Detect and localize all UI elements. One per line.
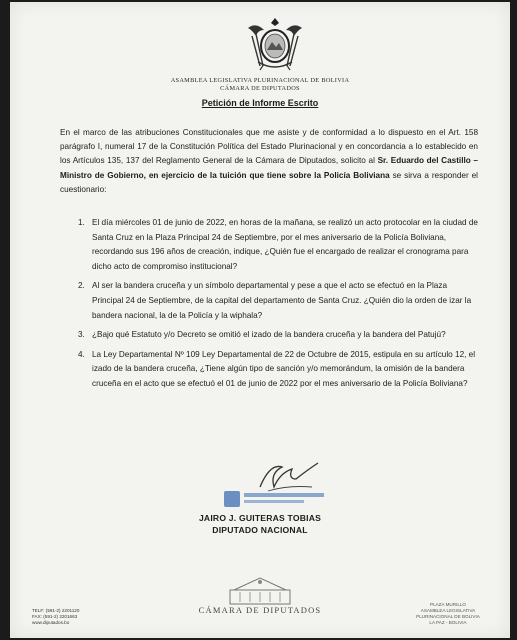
question-item [60, 279, 478, 323]
question-number: 2. [78, 281, 85, 291]
intro-addressee: Sr. Eduardo del Castillo – Ministro de Gobierno, en ejercicio de la tuición que tiene sobre la Policía Boliviana [60, 156, 478, 180]
fax-number: FAX: (591-2) 2201663 [32, 614, 78, 619]
question-item [60, 328, 478, 343]
question-list [60, 216, 478, 397]
question-text: La Ley Departamental Nº 109 Ley Departamental de 22 de Octubre de 2015, estipula en su artículo 12, el izado de la bandera cruceña, ¿Tiene algún tipo de sanción y/o memorándum, la omisión de la bandera cruceña en el acto que se efectuó el 01 de junio de 2022 por el mes aniversario de la Policía Boliviana? [92, 349, 476, 388]
website: www.diputados.bo [32, 620, 70, 625]
signer-name: JAIRO J. GUITERAS TOBIAS [198, 513, 322, 523]
question-number: 1. [78, 218, 85, 227]
footer-chamber-name: CÁMARA DE DIPUTADOS [198, 605, 322, 615]
address-line: PLURINACIONAL DE BOLIVIA [416, 614, 480, 619]
address-line: ASAMBLEA LEGISLATIVA [420, 608, 476, 613]
question-text: El día miércoles 01 de junio de 2022, en horas de la mañana, se realizó un acto protocolar en la ciudad de Santa Cruz en la Plaza Principal 24 de Septiembre, por el mes aniversario de la Policía Boliviana, recordando sus 196 años de creación, indique, ¿Quién fue el encargado de realizar el cronograma para dicho acto de compromiso institucional? [92, 218, 478, 271]
institution-name: ASAMBLEA LEGISLATIVA PLURINACIONAL DE BOLIVIA [170, 77, 350, 84]
chamber-name: CÁMARA DE DIPUTADOS [220, 85, 300, 92]
official-stamp [222, 487, 332, 511]
question-number: 3. [78, 330, 85, 340]
address-line: LA PAZ - BOLIVIA [429, 620, 467, 625]
document-page [10, 2, 510, 638]
address-line: PLAZA MURILLO [430, 602, 466, 607]
intro-text-end: se sirva a responder el cuestionario: [60, 170, 478, 194]
question-number: 4. [78, 349, 85, 359]
address-info [408, 602, 488, 626]
signer-position: DIPUTADO NACIONAL [212, 525, 308, 535]
intro-paragraph [60, 126, 478, 197]
question-item [60, 348, 478, 392]
question-text: Al ser la bandera cruceña y un símbolo departamental y pese a que el acto se efectuó en la Plaza Principal 24 de Septiembre, de la capital del departamento de Santa Cruz. ¿Quién dio la orden de izar la bandera nacional, la de la Policía y la wiphala? [92, 281, 472, 320]
phone-number: TELF: (591-2) 2201120 [32, 608, 80, 613]
question-text: ¿Bajo qué Estatuto y/o Decreto se omitió el izado de la bandera cruceña y la bandera del Patujú? [92, 330, 446, 340]
question-item [60, 216, 478, 274]
building-emblem-icon [210, 570, 310, 606]
intro-text-start: En el marco de las atribuciones Constitucionales que me asiste y de conformidad a lo dispuesto en el Art. 158 parágrafo I, numeral 17 de la Constitución Política del Estado Plurinacional y en concordancia a lo establecido en los Artículos 135, 137 del Reglamento General de la Cámara de Diputados, solicito al [60, 128, 478, 166]
bolivia-coat-of-arms-icon [240, 14, 310, 74]
document-title: Petición de Informe Escrito [201, 98, 319, 108]
